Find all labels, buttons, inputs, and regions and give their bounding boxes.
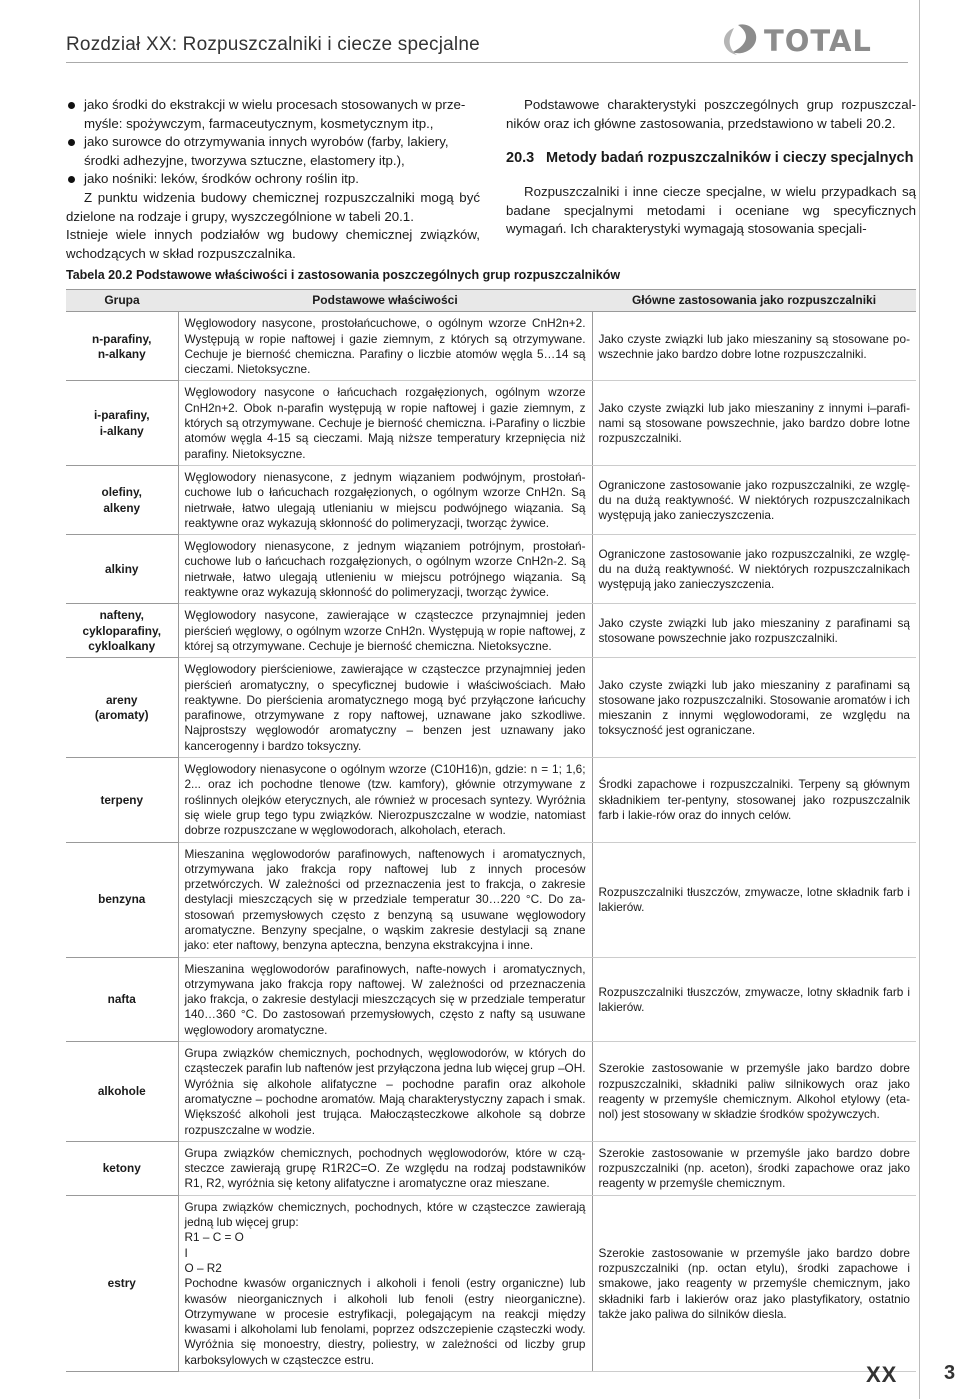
properties-cell: Mieszanina węglowodorów parafinowych, naftenowych i aromatycznych, otrzymywana jako frakcja ropy naftowej lub z innych procesów przetwórczych. W zależności od przeznaczenia jest to frakcja, o zakresie destylacji mieszczących się w przedziale temperatur 30…220 °C. Do zastosowań przemysłowych często z benzyną są usuwane węglowodory aromatyczne. Benzyny specjalne, o wąskim zakresie destylacji są znane jako: eter naftowy, benzyna apteczna, benzyna ekstrakcyjna i inne.: [178, 842, 592, 957]
table-row: [66, 842, 916, 957]
table-header-row: [66, 290, 916, 312]
table-row: [66, 658, 916, 758]
uses-cell: Szerokie zastosowanie w przemyśle jako bardzo dobre rozpuszczalniki (np. aceton), środki zapachowe oraz jako reagenty w przemyśle chemicznym.: [592, 1141, 916, 1195]
properties-cell: Węglowodory nienasycone o ogólnym wzorze (C10H16)n, gdzie: n = 1; 1,6; 2... oraz ich pochodne tlenowe (tzw. kamfory), głównie otrzymywane z roślinnych olejków eterycznych, ale również w procesach syntezy. Wyróżnia się wiele grup tego typu związków. Nierozpuszczalne w wodzie, natomiast dobrze rozpuszczane w węglowodorach, alkoholach, eterach.: [178, 758, 592, 842]
table-row: [66, 1042, 916, 1142]
properties-cell: Węglowodory nasycone, zawierające w cząsteczce przynajmniej jeden pierścień węglowy, o ogólnym wzorze CnH2n. Występują w ropie naftowej, z której są otrzymywane. Cechuje je bierność chemiczna. Nietoksyczne.: [178, 604, 592, 658]
properties-cell: Węglowodory nasycone, prostołańcuchowe, o ogólnym wzorze CnH2n+2. Występują w ropie naftowej i gazie ziemnym, z których są otrzymywane. Cechuje je bierność chemiczna. Parafiny o liczbie atomów węgla 5…14 są cieczami. Nietoksyczne.: [178, 312, 592, 381]
table-row: [66, 381, 916, 465]
section-heading: [506, 149, 916, 168]
group-cell: alkiny: [66, 535, 178, 604]
properties-cell: Mieszanina węglowodorów parafinowych, nafte-nowych i aromatycznych, otrzymywana jako frakcja ropy naftowej. W zależności od przeznaczenia jako frakcja, o zakresie destylacji mieszczących się w przedziale temperatur 140…360 °C. Do zastosowań przemysłowych, często z nafty są usuwane węglowodory aromatyczne.: [178, 957, 592, 1041]
page-edge-line: [919, 0, 920, 1399]
uses-cell: Jako czyste związki lub jako mieszaniny z parafinami są stosowane jako rozpuszczalniki. Stosowanie aromatów i ich mieszanin z innymi węglowodorami, ze względu na toksyczność jest ograniczane.: [592, 658, 916, 758]
list-item: jako nośniki: leków, środków ochrony roślin itp.: [66, 170, 480, 189]
section-number: 20.3: [506, 150, 535, 167]
chapter-title: Rozdział XX: Rozpuszczalniki i ciecze specjalne: [66, 34, 480, 55]
uses-cell: Szerokie zastosowanie w przemyśle jako bardzo dobre rozpuszczalniki, składniki paliw silnikowych oraz jako reagenty w przemyśle chemicznym. Alkohol etylowy (etanol) jest stosowany w składzie środków spożywczych.: [592, 1042, 916, 1142]
table-row: [66, 312, 916, 381]
bullet-list: [66, 96, 480, 189]
properties-cell: Węglowodory nienasycone, z jednym wiązaniem podwójnym, prostołańcuchowe lub o łańcuchach rozgałęzionych, o ogólnym wzorze CnH2n. Są nietrwałe, łatwo ulegają utlenianiu w miejscu podwójnego wiązania. Są reaktywne oraz wykazują skłonność do polimeryzacji, tworząc żywice.: [178, 465, 592, 534]
paragraph: Istnieje wiele innych podziałów wg budowy chemicznej związków, wchodzących w skład rozpuszczalnika.: [66, 227, 480, 261]
group-cell: i-parafiny, i-alkany: [66, 381, 178, 465]
total-logo-mark-icon: [718, 22, 762, 58]
properties-cell: Węglowodory nasycone o łańcuchach rozgałęzionych, ogólnym wzorze CnH2n+2. Obok n-parafin występują w ropie naftowej i gazie ziemnym, z których są otrzymywane. Cechuje je bierność chemiczna. i-Parafiny o liczbie atomów węgla 4-15 są cieczami. Mają niższe temperatury krzepnięcia niż parafiny. Nietoksyczne.: [178, 381, 592, 465]
table-row: [66, 465, 916, 534]
logo-text: TOTAL: [764, 24, 872, 58]
left-column: [66, 96, 480, 263]
total-logo: [718, 22, 893, 58]
uses-cell: Jako czyste związki lub jako mieszaniny z innymi i–parafinami są stosowane powszechnie, jako bardzo dobre lotne rozpuszczalniki.: [592, 381, 916, 465]
properties-cell: Grupa związków chemicznych, pochodnych węglowodorów, które w cząsteczce zawierają grupę R1R2C=O. Ze względu na rodzaj podstawników R1, R2, wyróżnia się ketony alifatyczne i aromatyczne oraz mieszane.: [178, 1141, 592, 1195]
uses-cell: Szerokie zastosowanie w przemyśle jako bardzo dobre rozpuszczalniki (np. octan etylu), środki zapachowe i smakowe, jako reagenty w przemyśle chemicznym, jako składniki farb i lakierów oraz jako plastyfikatory, ostatnio także jako paliwa do silników diesla.: [592, 1195, 916, 1371]
uses-cell: Środki zapachowe i rozpuszczalniki. Terpeny są głównym składnikiem ter-pentyny, stosowanej jako rozpuszczalnik farb i lakie-rów oraz do innych celów.: [592, 758, 916, 842]
properties-table: [66, 289, 916, 1372]
column-header: Grupa: [66, 290, 178, 312]
column-header: Główne zastosowania jako rozpuszczalniki: [592, 290, 916, 312]
group-cell: areny (aromaty): [66, 658, 178, 758]
section-title: Metody badań rozpuszczalników i cieczy specjalnych: [546, 150, 914, 167]
table-row: [66, 957, 916, 1041]
group-cell: n-parafiny, n-alkany: [66, 312, 178, 381]
group-cell: benzyna: [66, 842, 178, 957]
right-column: [506, 96, 916, 239]
column-header: Podstawowe właściwości: [178, 290, 592, 312]
group-cell: olefiny, alkeny: [66, 465, 178, 534]
uses-cell: Ograniczone zastosowanie jako rozpuszczalniki, ze względu na dużą reaktywność. W niektórych rozpuszczalnikach występują jako zanieczyszczenia.: [592, 535, 916, 604]
table-row: [66, 604, 916, 658]
uses-cell: Jako czyste związki lub jako mieszaniny są stosowane powszechnie jako bardzo dobre lotne rozpuszczalniki.: [592, 312, 916, 381]
uses-cell: Jako czyste związki lub jako mieszaniny z parafinami są stosowane powszechnie jako rozpuszczalniki.: [592, 604, 916, 658]
group-cell: estry: [66, 1195, 178, 1371]
group-cell: nafteny, cykloparafiny, cykloalkany: [66, 604, 178, 658]
chapter-mark: XX: [866, 1362, 898, 1387]
table-row: [66, 758, 916, 842]
paragraph: Rozpuszczalniki i inne ciecze specjalne, w wielu przypadkach są badane specjalnymi metodami i oceniane wg specyficznych wymagań. Ich charakterystyki wymagają stosowania specjali-: [506, 184, 916, 237]
uses-cell: Ograniczone zastosowanie jako rozpuszczalniki, ze względu na dużą reaktywność. W niektórych rozpuszczalnikach występują jako zanieczyszczenia.: [592, 465, 916, 534]
properties-cell: Grupa związków chemicznych, pochodnych, węglowodorów, w których do cząsteczek parafin lub naftenów jest przyłączona jedna lub więcej grup –OH. Wyróżnia się alkohole alifatyczne – pochodne parafin oraz alkohole aromatyczne – pochodne aromatów. Mają charakterystyczny zapach i smak. Większość alkoholi jest trująca. Małocząsteczkowe alkohole są dobrze rozpuszczalne w wodzie.: [178, 1042, 592, 1142]
list-item: jako surowce do otrzymywania innych wyrobów (farby, lakiery, środki adhezyjne, tworzywa sztuczne, elastomery itp.),: [66, 133, 480, 170]
properties-cell: Węglowodory nienasycone, z jednym wiązaniem potrójnym, prostołańcuchowe lub o łańcuchach rozgałęzionych, o ogólnym wzorze CnH2n-2. Są nietrwałe, łatwo ulegają utlenieniu w miejscu potrójnego wiązania. Są reaktywne oraz wykazują skłonność do polimeryzacji, tworząc żywice.: [178, 535, 592, 604]
table-row: [66, 535, 916, 604]
properties-cell: Grupa związków chemicznych, pochodnych, które w cząsteczce zawierają jedną lub więcej grup: R1 – C = O I O – R2 Pochodne kwasów organicznych i alkoholi i fenoli (estry organiczne) lub kwasów nieorganicznych i alkoholi lub fenoli (estry nieorganiczne). Otrzymywane w procesie estryfikacji, polegającym na reakcji między kwasami i alkoholami lub fenolami, poprzez odszczepienie cząsteczki wody. Wyróżnia się monoestry, diestry, poliestry, w zależności od liczby grup karboksylowych w cząsteczce estru.: [178, 1195, 592, 1371]
table-caption: Tabela 20.2 Podstawowe właściwości i zastosowania poszczególnych grup rozpuszczalników: [66, 268, 621, 282]
group-cell: ketony: [66, 1141, 178, 1195]
uses-cell: Rozpuszczalniki tłuszczów, zmywacze, lotne składnik farb i lakierów.: [592, 842, 916, 957]
page-number: 3: [944, 1362, 956, 1384]
header-rule: [66, 62, 908, 63]
table-row: [66, 1141, 916, 1195]
group-cell: terpeny: [66, 758, 178, 842]
group-cell: nafta: [66, 957, 178, 1041]
group-cell: alkohole: [66, 1042, 178, 1142]
paragraph: Z punktu widzenia budowy chemicznej rozpuszczalniki mogą być dzielone na rodzaje i grupy, wyszczególnione w tabeli 20.1.: [66, 189, 480, 224]
uses-cell: Rozpuszczalniki tłuszczów, zmywacze, lotny składnik farb i lakierów.: [592, 957, 916, 1041]
properties-cell: Węglowodory pierścieniowe, zawierające w cząsteczce przynajmniej jeden pierścień aromatyczny, o specyficznej budowie i właściwościach. Mało reaktywne. Do pierścienia aromatycznego mogą być przyłączone łańcuchy parafinowe, otrzymywane z ropy naftowej, uznawane jako szkodliwe. Najprostszy węglowodór aromatyczny – benzen jest uznawany jako kancerogenny i bardzo toksyczny.: [178, 658, 592, 758]
list-item: jako środki do ekstrakcji w wielu procesach stosowanych w przemyśle: spożywczym, farmaceutycznym, kosmetycznym itp.,: [66, 96, 480, 133]
table-row: [66, 1195, 916, 1371]
paragraph: Podstawowe charakterystyki poszczególnych grup rozpuszczalników oraz ich główne zastosowania, przedstawiono w tabeli 20.2.: [506, 97, 916, 131]
